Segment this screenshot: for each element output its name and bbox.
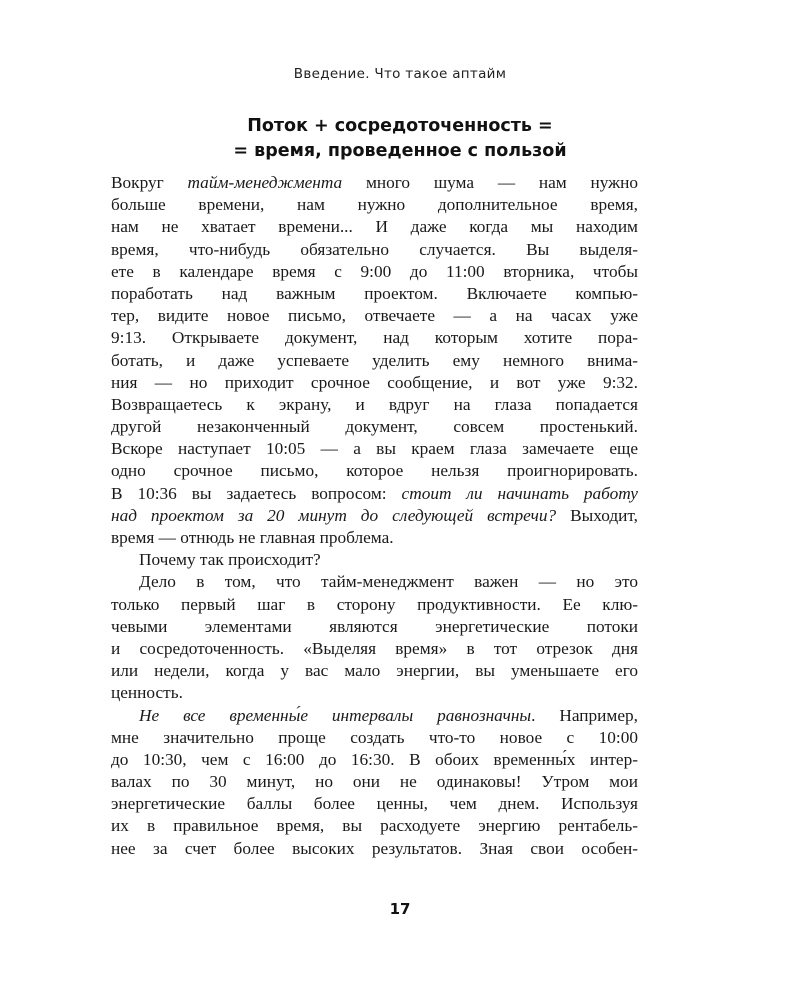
text-line: ния — но приходит срочное сообщение, и вот уже 9:32. — [111, 372, 638, 392]
paragraph-4 — [111, 705, 638, 860]
body-text — [111, 172, 638, 860]
text-line: до 10:30, чем с 16:00 до 16:30. В обоих временны́х интер- — [111, 749, 638, 769]
text-line: их в правильное время, вы расходуете энергию рентабель- — [111, 816, 638, 836]
running-header: Введение. Что такое аптайм — [293, 66, 507, 82]
text-line: или недели, когда у вас мало энергии, вы уменьшаете его — [111, 661, 638, 681]
paragraph-1 — [111, 172, 638, 549]
text-line: ботать, и даже успеваете уделить ему немного внима- — [111, 350, 638, 370]
text-span: много шума — нам нужно — [342, 173, 638, 192]
text-span: В 10:36 вы задаетесь вопросом: — [111, 483, 402, 503]
text-line: ете в календаре время с 9:00 до 11:00 вторника, чтобы — [111, 261, 638, 281]
italic-term: тайм-менеджмента — [187, 173, 343, 192]
text-line: другой незаконченный документ, совсем простенький. — [111, 417, 638, 437]
text-line: больше времени, нам нужно дополнительное время, — [111, 195, 638, 215]
text-line: энергетические баллы более ценны, чем днем. Используя — [111, 794, 638, 814]
text-line: нам не хватает времени... И даже когда мы находим — [111, 217, 638, 237]
text-line: Почему так происходит? — [139, 550, 321, 570]
paragraph-3 — [111, 571, 638, 704]
text-line: Возвращаетесь к экрану, и вдруг на глаза попадается — [111, 394, 638, 414]
text-line: поработать над важным проектом. Включаете компью- — [111, 283, 638, 303]
text-line: время — отнюдь не главная проблема. — [111, 528, 394, 547]
text-line: Дело в том, что тайм-менеджмент важен — но это — [139, 572, 638, 592]
text-line — [111, 483, 638, 505]
text-line: одно срочное письмо, которое нельзя проигнорировать. — [111, 461, 638, 481]
text-line: чевыми элементами являются энергетические потоки — [111, 616, 638, 636]
text-span: . Например, — [531, 705, 638, 725]
page-number: 17 — [389, 900, 411, 918]
italic-phrase: Не все временны́е интервалы равнозначны — [139, 705, 532, 725]
paragraph-2 — [111, 549, 638, 571]
text-line: мне значительно проще создать что-то новое с 10:00 — [111, 727, 638, 747]
text-line: Вскоре наступает 10:05 — а вы краем глаза замечаете еще — [111, 439, 638, 459]
italic-question: стоит ли начинать работу — [401, 483, 638, 503]
text-line: тер, видите новое письмо, отвечаете — а на часах уже — [111, 306, 638, 326]
text-line: время, что-нибудь обязательно случается. Вы выделя- — [111, 239, 638, 259]
text-span: Выходит, — [556, 505, 638, 525]
text-line: и сосредоточенность. «Выделяя время» в тот отрезок дня — [111, 638, 638, 658]
text-line — [111, 505, 638, 527]
text-line: 9:13. Открываете документ, над которым хотите пора- — [111, 328, 638, 348]
text-line: нее за счет более высоких результатов. Зная свои особен- — [111, 838, 638, 858]
text-line: ценность. — [111, 683, 183, 703]
text-line: валах по 30 минут, но они не одинаковы! Утром мои — [111, 772, 638, 792]
section-heading-line-1: Поток + сосредоточенность = — [247, 116, 553, 136]
text-line — [111, 705, 638, 727]
italic-question: над проектом за 20 минут до следующей встречи? — [111, 505, 557, 525]
text-line: только первый шаг в сторону продуктивности. Ее клю- — [111, 594, 638, 614]
section-heading-line-2: = время, проведенное с пользой — [233, 141, 567, 161]
text-line — [111, 172, 638, 194]
text-span: Вокруг — [111, 173, 188, 192]
section-heading — [0, 114, 800, 164]
